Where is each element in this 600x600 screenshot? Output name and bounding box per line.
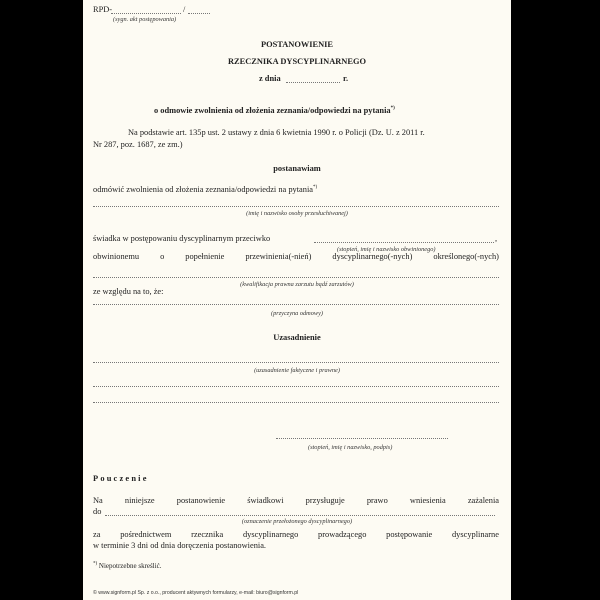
justification-field-2[interactable] [93, 386, 499, 387]
justification-field-1[interactable] [93, 362, 499, 363]
caption-person: (imię i nazwisko osoby przesłuchiwanej) [246, 210, 348, 217]
word: przysługuje [305, 496, 345, 505]
accused-field[interactable] [314, 242, 494, 243]
footer: © www.signform.pl Sp. z o.o., producent aktywnych formularzy, e-mail: biuro@signform.pl [93, 590, 299, 596]
caption-accused: (stopień, imię i nazwisko obwinionego) [337, 246, 436, 253]
word: popełnienie [185, 252, 225, 261]
instruction-do: do [93, 507, 102, 516]
word: postępowanie [386, 530, 433, 539]
date-suffix: r. [343, 74, 349, 83]
word: prawo [366, 496, 388, 505]
reason-field[interactable] [93, 304, 499, 305]
rpd-label: RPD- [93, 5, 113, 14]
accused-charge-line [93, 252, 499, 262]
caption-qualification: (kwalifikacja prawna zarzutu bądź zarzutów) [240, 281, 354, 288]
superior-field[interactable] [105, 515, 495, 516]
word: pośrednictwem [120, 530, 172, 539]
footnote: *) Niepotrzebne skreślić. [93, 561, 162, 570]
word: dyscyplinarne [451, 530, 499, 539]
date-prefix: z dnia [259, 74, 281, 83]
word: obwinionemu [93, 252, 140, 261]
instruction-line3 [93, 530, 499, 540]
reason-text: ze względu na to, że: [93, 287, 164, 296]
word: niniejsze [124, 496, 155, 505]
witness-text: świadka w postępowaniu dyscyplinarnym przeciwko [93, 234, 271, 243]
rpd-year-field[interactable] [188, 13, 210, 14]
rpd-slash: / [183, 5, 186, 14]
footnote-mark: *) [390, 106, 395, 112]
rpd-caption: (sygn. akt postępowania) [113, 16, 177, 23]
refuse-text: odmówić zwolnienia od złożenia zeznania/odpowiedzi na pytania*) [93, 185, 318, 194]
word: zażalenia [467, 496, 499, 505]
decision-heading: postanawiam [273, 164, 321, 173]
caption-reason: (przyczyna odmowy) [271, 310, 323, 317]
justification-heading: Uzasadnienie [273, 333, 321, 342]
caption-signature: (stopień, imię i nazwisko, podpis) [308, 444, 393, 451]
word: wniesienia [409, 496, 446, 505]
instruction-heading: Pouczenie [93, 474, 149, 483]
rpd-number-field[interactable] [111, 13, 181, 14]
signature-field[interactable] [276, 438, 448, 439]
caption-justification: (uzasadnienie faktyczne i prawne) [254, 367, 340, 374]
footnote-mark: *) [313, 185, 318, 191]
person-name-field[interactable] [93, 206, 499, 207]
word: prowadzącego [318, 530, 367, 539]
instruction-line1 [93, 496, 499, 506]
legal-basis-line2: Nr 287, poz. 1687, ze zm.) [93, 140, 183, 149]
form-page [83, 0, 511, 600]
word: za [93, 530, 101, 539]
qualification-field[interactable] [93, 277, 499, 278]
subject: o odmowie zwolnienia od złożenia zeznania/odpowiedzi na pytania*) [154, 106, 395, 115]
caption-superior: (oznaczenie przełożonego dyscyplinarnego) [241, 518, 353, 525]
title-line2: RZECZNIKA DYSCYPLINARNEGO [228, 57, 366, 66]
word: określonego(-nych) [433, 252, 499, 261]
instruction-line4: w terminie 3 dni od dnia doręczenia postanowienia. [93, 541, 267, 550]
date-field[interactable] [286, 82, 340, 83]
word: świadkowi [247, 496, 284, 505]
word: Na [93, 496, 103, 505]
word: przewinienia(-nień) [245, 252, 312, 261]
word: dyscyplinarnego(-nych) [332, 252, 413, 261]
comma: , [495, 234, 498, 243]
word: rzecznika [191, 530, 224, 539]
justification-field-3[interactable] [93, 402, 499, 403]
word: dyscyplinarnego [242, 530, 299, 539]
word: postanowienie [176, 496, 226, 505]
word: o [160, 252, 165, 261]
title-line1: POSTANOWIENIE [261, 40, 333, 49]
legal-basis-line1: Na podstawie art. 135p ust. 2 ustawy z dnia 6 kwietnia 1990 r. o Policji (Dz. U. z 2011 r. [128, 128, 425, 137]
